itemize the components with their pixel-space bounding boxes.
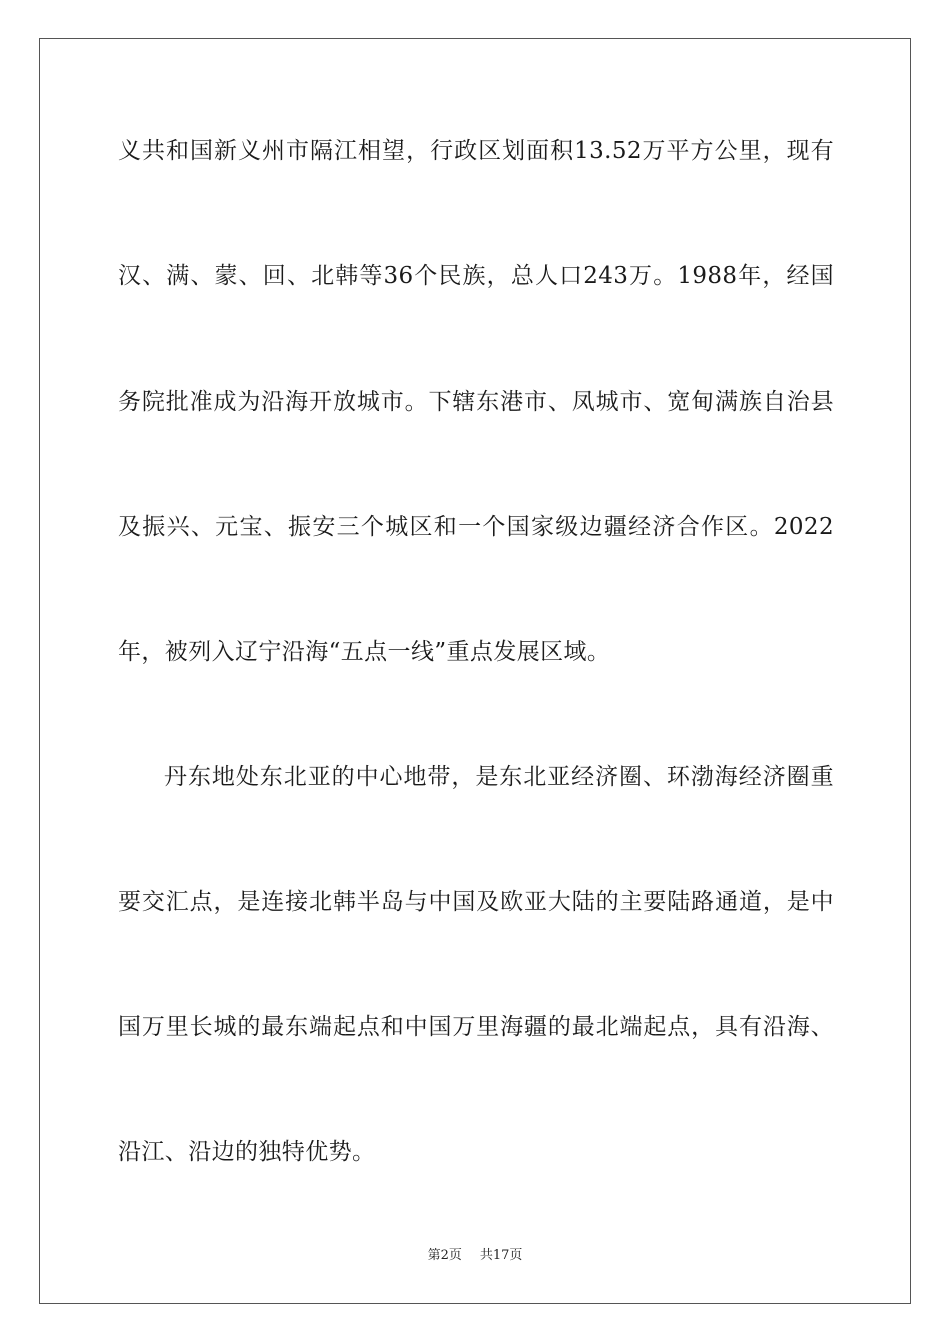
text-line: 沿江、沿边的独特优势。 — [118, 1139, 376, 1165]
text-line: 要交汇点，是连接北韩半岛与中国及欧亚大陆的主要陆路通道，是中 — [118, 889, 834, 915]
text-line: 国万里长城的最东端起点和中国万里海疆的最北端起点，具有沿海、 — [118, 1014, 834, 1040]
text-line: 义共和国新义州市隔江相望，行政区划面积13.52万平方公里，现有 — [118, 138, 834, 164]
text-line: 及振兴、元宝、振安三个城区和一个国家级边疆经济合作区。2022 — [118, 514, 834, 540]
page-border — [39, 38, 911, 1304]
text-line: 汉、满、蒙、回、北韩等36个民族，总人口243万。1988年，经国 — [118, 263, 834, 289]
text-line: 务院批准成为沿海开放城市。下辖东港市、凤城市、宽甸满族自治县 — [118, 389, 834, 415]
text-line: 丹东地处东北亚的中心地带，是东北亚经济圈、环渤海经济圈重 — [164, 764, 834, 790]
total-pages: 共17页 — [479, 1248, 523, 1263]
page-number: 第2页 — [427, 1248, 462, 1263]
page-footer — [0, 1247, 950, 1265]
text-line: 年，被列入辽宁沿海“五点一线”重点发展区域。 — [118, 639, 611, 665]
